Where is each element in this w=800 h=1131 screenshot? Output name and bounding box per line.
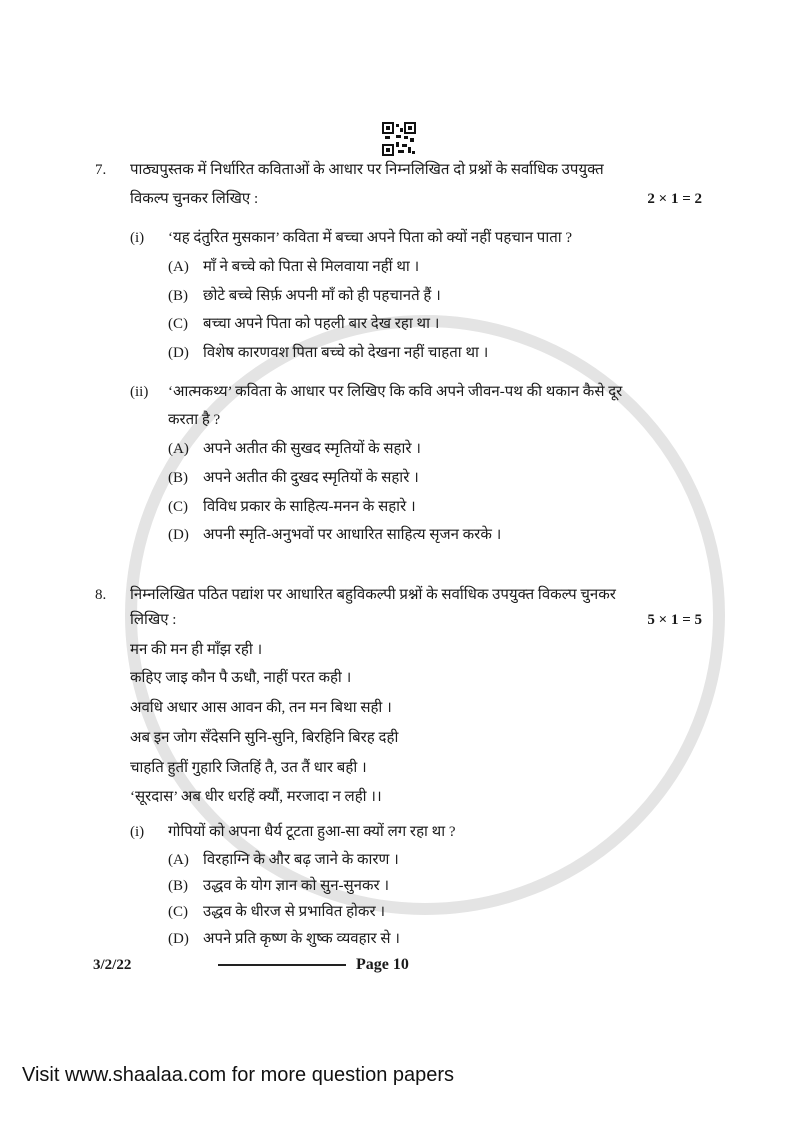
- sub-question-text: करता है ?: [168, 412, 221, 428]
- option-label: (B): [168, 470, 188, 486]
- option-label: (C): [168, 904, 188, 920]
- poem-line: अब इन जोग सँदेसनि सुनि-सुनि, बिरहिनि बिरह दही: [130, 730, 399, 746]
- poem-line: चाहति हुतीं गुहारि जितहिं तै, उत तैं धार बही ।: [130, 760, 367, 776]
- option-label: (C): [168, 499, 188, 515]
- option-label: (D): [168, 345, 189, 361]
- poem-line: मन की मन ही माँझ रही ।: [130, 642, 263, 658]
- option-label: (A): [168, 852, 189, 868]
- option-text: अपने अतीत की दुखद स्मृतियों के सहारे ।: [203, 470, 419, 486]
- page-number: Page 10: [356, 956, 409, 973]
- option-text: अपने अतीत की सुखद स्मृतियों के सहारे ।: [203, 441, 421, 457]
- option-text: माँ ने बच्चे को पिता से मिलवाया नहीं था ।: [203, 259, 420, 275]
- option-label: (D): [168, 931, 189, 947]
- qr-code-icon: [382, 122, 416, 156]
- poem-line: अवधि अधार आस आवन की, तन मन बिथा सही ।: [130, 700, 392, 716]
- option-text: उद्धव के योग ज्ञान को सुन-सुनकर ।: [203, 878, 390, 894]
- sub-question-text: गोपियों को अपना धैर्य टूटता हुआ-सा क्यों लग रहा था ?: [168, 824, 456, 840]
- option-label: (B): [168, 288, 188, 304]
- marks: 5 × 1 = 5: [647, 612, 702, 628]
- sub-question-label: (i): [130, 824, 145, 840]
- option-label: (C): [168, 316, 188, 332]
- poem-line: कहिए जाइ कौन पै ऊधौ, नाहीं परत कही ।: [130, 670, 352, 686]
- option-text: अपने प्रति कृष्ण के शुष्क व्यवहार से ।: [203, 931, 400, 947]
- option-text: विविध प्रकार के साहित्य-मनन के सहारे ।: [203, 499, 416, 515]
- bottom-note: Visit www.shaalaa.com for more question papers: [22, 1064, 455, 1086]
- option-label: (A): [168, 441, 189, 457]
- question-text: पाठ्यपुस्तक में निर्धारित कविताओं के आधार पर निम्नलिखित दो प्रश्नों के सर्वाधिक उपयुक्त: [130, 162, 604, 178]
- option-text: विरहाग्नि के और बढ़ जाने के कारण ।: [203, 852, 399, 868]
- option-label: (A): [168, 259, 189, 275]
- question-text: विकल्प चुनकर लिखिए :: [130, 191, 259, 207]
- option-text: बच्चा अपने पिता को पहली बार देख रहा था ।: [203, 316, 440, 332]
- sub-question-text: ‘यह दंतुरित मुसकान’ कविता में बच्चा अपने पिता को क्यों नहीं पहचान पाता ?: [168, 230, 573, 246]
- option-text: विशेष कारणवश पिता बच्चे को देखना नहीं चाहता था ।: [203, 345, 489, 361]
- option-text: उद्धव के धीरज से प्रभावित होकर ।: [203, 904, 386, 920]
- question-number: 7.: [95, 162, 107, 178]
- option-label: (D): [168, 527, 189, 543]
- question-number: 8.: [95, 587, 107, 603]
- sub-question-label: (ii): [130, 384, 149, 400]
- poem-line: ‘सूरदास’ अब धीर धरहिं क्यौं, मरजादा न लही ।।: [130, 789, 382, 805]
- sub-question-text: ‘आत्मकथ्य’ कविता के आधार पर लिखिए कि कवि अपने जीवन-पथ की थकान कैसे दूर: [168, 384, 623, 400]
- option-text: अपनी स्मृति-अनुभवों पर आधारित साहित्य सृजन करके ।: [203, 527, 502, 543]
- sub-question-label: (i): [130, 230, 145, 246]
- question-text: लिखिए :: [130, 612, 177, 628]
- marks: 2 × 1 = 2: [647, 191, 702, 207]
- option-label: (B): [168, 878, 188, 894]
- question-text: निम्नलिखित पठित पद्यांश पर आधारित बहुविकल्पी प्रश्नों के सर्वाधिक उपयुक्त विकल्प चुनकर: [130, 587, 616, 603]
- footer-divider: [218, 964, 346, 966]
- paper-code: 3/2/22: [93, 957, 132, 973]
- option-text: छोटे बच्चे सिर्फ़ अपनी माँ को ही पहचानते हैं ।: [203, 288, 441, 304]
